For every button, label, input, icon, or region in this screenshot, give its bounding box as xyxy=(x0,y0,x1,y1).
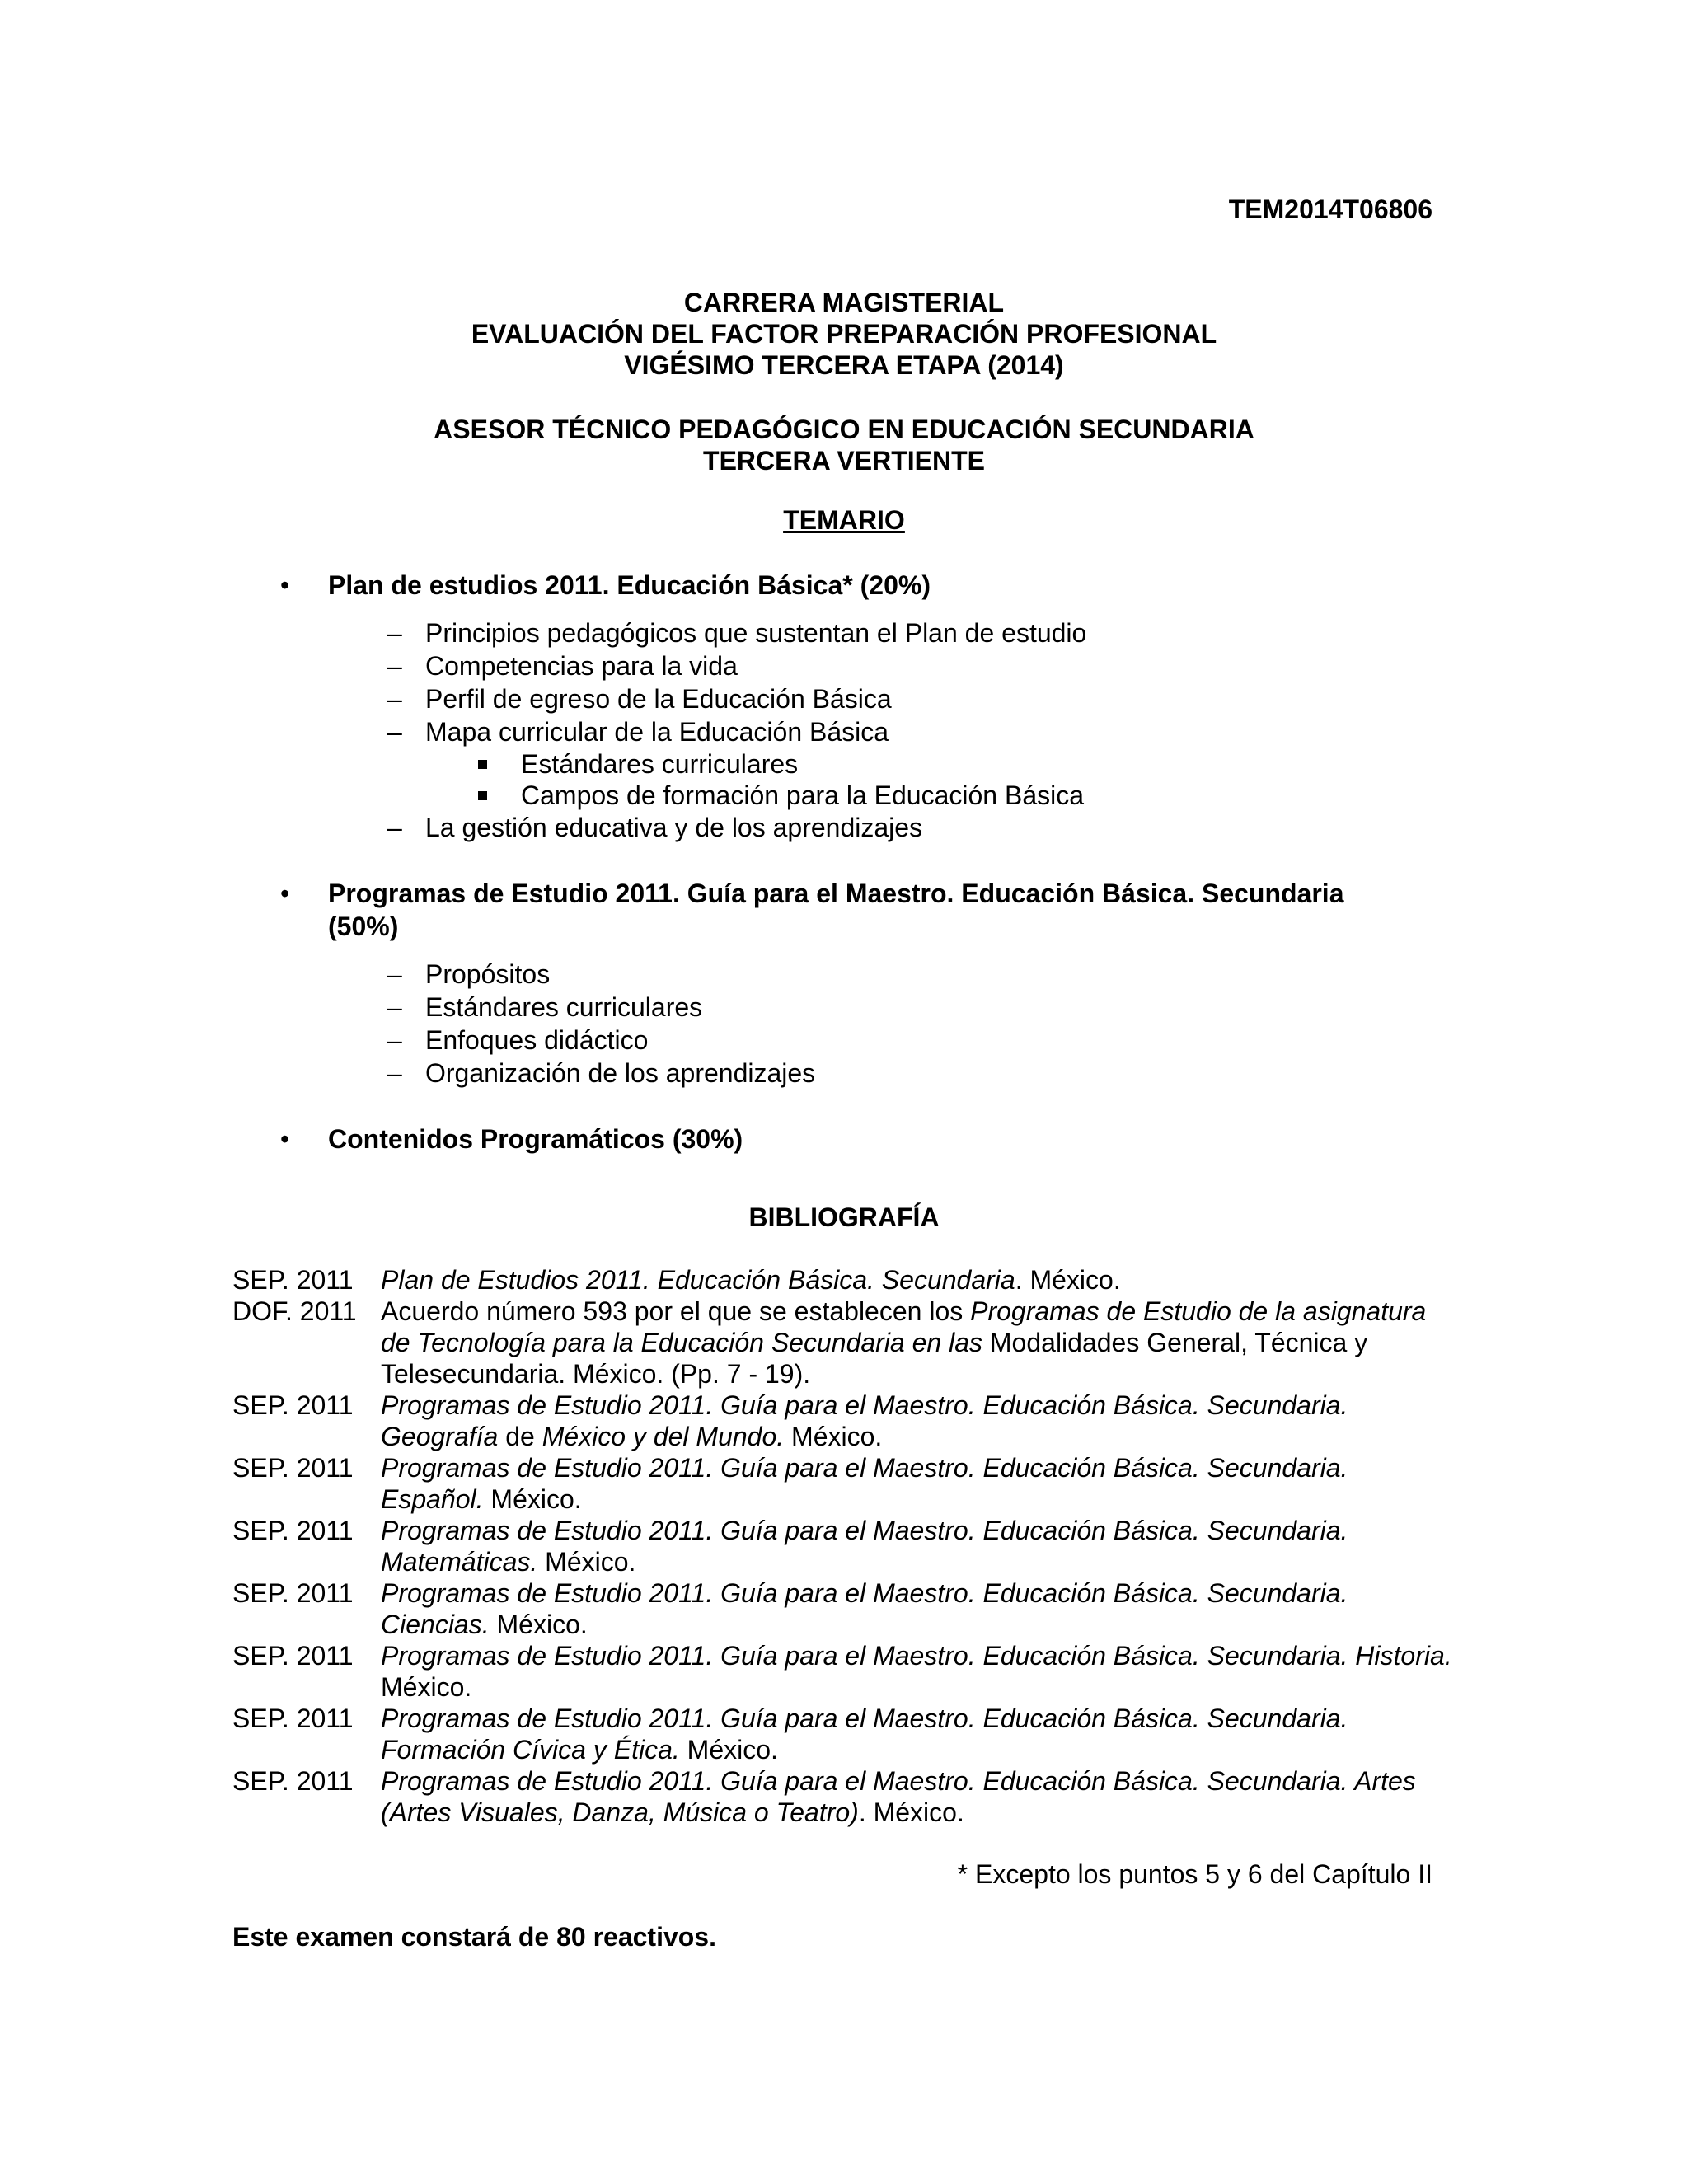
list-item-text: Estándares curriculares xyxy=(425,992,703,1022)
bibliography-tail: México. xyxy=(489,1610,588,1639)
list-item xyxy=(387,1024,1418,1057)
bibliography-title: Programas de Estudio 2011. Guía para el Maestro. Educación Básica. Secundaria. Español. xyxy=(381,1453,1348,1514)
topic-2 xyxy=(280,877,1418,1090)
list-item-text: Organización de los aprendizajes xyxy=(425,1058,816,1088)
dash-icon: – xyxy=(387,684,402,714)
bibliography-title: Programas de Estudio 2011. Guía para el Maestro. Educación Básica. Secundaria. Matemáticas. xyxy=(381,1516,1348,1577)
bibliography-text xyxy=(381,1296,1452,1390)
bibliography-entry xyxy=(232,1515,1452,1577)
list-item xyxy=(387,958,1418,991)
bibliography-entry xyxy=(232,1765,1452,1828)
topic-title: Plan de estudios 2011. Educación Básica* (20%) xyxy=(328,570,931,600)
bibliography-title: Programas de Estudio 2011. Guía para el Maestro. Educación Básica. Secundaria. Artes (Artes Visuales, Danza, Música o Teatro) xyxy=(381,1766,1416,1827)
bibliography-source: DOF. 2011 xyxy=(232,1296,357,1326)
nested-list-item xyxy=(521,780,1418,811)
bibliography-tail: . México. xyxy=(858,1797,964,1827)
bibliography-text xyxy=(381,1765,1452,1828)
bibliography-source: SEP. 2011 xyxy=(232,1453,354,1483)
bibliography-title: Plan de Estudios 2011. Educación Básica. Secundaria xyxy=(381,1265,1015,1295)
dash-icon: – xyxy=(387,992,402,1022)
square-bullet-icon xyxy=(478,791,487,800)
list-item-text: La gestión educativa y de los aprendizajes xyxy=(425,813,923,842)
bibliography-text xyxy=(381,1515,1452,1577)
bibliography-text xyxy=(381,1390,1452,1452)
bibliography-entry xyxy=(232,1452,1452,1515)
subtitle-block xyxy=(0,414,1688,476)
list-item xyxy=(387,991,1418,1024)
bibliography-text xyxy=(381,1264,1452,1296)
bibliography-source: SEP. 2011 xyxy=(232,1516,354,1545)
list-item-text: Enfoques didáctico xyxy=(425,1025,649,1055)
title-block xyxy=(0,287,1688,381)
topic-1 xyxy=(280,569,1418,844)
list-item-text: Campos de formación para la Educación Básica xyxy=(521,780,1085,810)
temario-heading xyxy=(0,504,1688,536)
dash-icon: – xyxy=(387,1025,402,1055)
list-item-text: Perfil de egreso de la Educación Básica xyxy=(425,684,892,714)
list-item xyxy=(387,616,1418,649)
dash-icon: – xyxy=(387,813,402,842)
bibliography-source: SEP. 2011 xyxy=(232,1704,354,1733)
dash-icon: – xyxy=(387,618,402,648)
bibliography-title: Programas de Estudio 2011. Guía para el Maestro. Educación Básica. Secundaria. Historia. xyxy=(381,1641,1452,1671)
list-item xyxy=(387,715,1418,748)
bullet-icon: • xyxy=(280,1124,290,1154)
list-item xyxy=(387,811,1418,844)
list-item-text: Estándares curriculares xyxy=(521,749,799,779)
title-line-1: CARRERA MAGISTERIAL xyxy=(683,288,1005,317)
dash-icon: – xyxy=(387,651,402,681)
bibliography-title: Programas de Estudio 2011. Guía para el Maestro. Educación Básica. Secundaria. Geografía xyxy=(381,1390,1348,1451)
closing-statement: Este examen constará de 80 reactivos. xyxy=(232,1922,716,1952)
list-item-text: Mapa curricular de la Educación Básica xyxy=(425,717,889,747)
list-item xyxy=(387,1057,1418,1090)
bibliography-entry xyxy=(232,1264,1452,1296)
subtitle-line-2: TERCERA VERTIENTE xyxy=(703,446,985,476)
document-code: TEM2014T06806 xyxy=(1228,194,1432,224)
list-item-text: Principios pedagógicos que sustentan el Plan de estudio xyxy=(425,618,1087,648)
bibliography-source: SEP. 2011 xyxy=(232,1641,354,1671)
topic-items xyxy=(280,958,1418,1090)
bibliography-entry xyxy=(232,1390,1452,1452)
bibliography-tail: Modalidades General, Técnica y Telesecundaria. México. (Pp. 7 - 19). xyxy=(381,1328,1368,1389)
bibliography-tail: México. xyxy=(784,1422,883,1451)
bibliography-text xyxy=(381,1640,1452,1703)
bibliography-entry xyxy=(232,1296,1452,1390)
dash-icon: – xyxy=(387,717,402,747)
bibliography-entry xyxy=(232,1577,1452,1640)
bibliography-lead: Acuerdo número 593 por el que se establecen los xyxy=(381,1296,971,1326)
bullet-icon: • xyxy=(280,879,290,908)
bibliography-tail: México. xyxy=(483,1484,582,1514)
bibliography-source: SEP. 2011 xyxy=(232,1265,354,1295)
bibliography-title: Programas de Estudio 2011. Guía para el Maestro. Educación Básica. Secundaria. Formación Cívica y Ética. xyxy=(381,1704,1348,1765)
square-bullet-icon xyxy=(478,760,487,769)
bibliography-tail: México. xyxy=(537,1547,636,1577)
dash-icon: – xyxy=(387,959,402,989)
topic-title: Contenidos Programáticos (30%) xyxy=(328,1124,743,1154)
bullet-icon: • xyxy=(280,570,290,600)
title-line-2: EVALUACIÓN DEL FACTOR PREPARACIÓN PROFESIONAL xyxy=(471,319,1217,349)
list-item-text: Propósitos xyxy=(425,959,551,989)
footnote: * Excepto los puntos 5 y 6 del Capítulo II xyxy=(957,1859,1432,1889)
temario-heading-text: TEMARIO xyxy=(783,505,905,535)
bibliography-text xyxy=(381,1703,1452,1765)
bibliography-tail: . México. xyxy=(1015,1265,1121,1295)
bibliography-mid: de xyxy=(498,1422,542,1451)
topic-items xyxy=(280,616,1418,844)
bibliography-title: Programas de Estudio 2011. Guía para el Maestro. Educación Básica. Secundaria. Ciencias. xyxy=(381,1578,1348,1639)
list-item xyxy=(387,682,1418,715)
bibliography-entry xyxy=(232,1703,1452,1765)
topic-3 xyxy=(280,1122,1418,1155)
dash-icon: – xyxy=(387,1058,402,1088)
title-line-3: VIGÉSIMO TERCERA ETAPA (2014) xyxy=(624,350,1064,380)
topic-title: Programas de Estudio 2011. Guía para el Maestro. Educación Básica. Secundaria (50%) xyxy=(328,879,1344,941)
bibliography-list xyxy=(232,1264,1452,1828)
subtitle-line-1: ASESOR TÉCNICO PEDAGÓGICO EN EDUCACIÓN SECUNDARIA xyxy=(434,415,1254,444)
bibliography-source: SEP. 2011 xyxy=(232,1578,354,1608)
bibliography-title-2: México y del Mundo. xyxy=(542,1422,785,1451)
bibliography-tail: México. xyxy=(679,1735,778,1765)
list-item-text: Competencias para la vida xyxy=(425,651,738,681)
bibliography-tail: México. xyxy=(381,1672,472,1702)
bibliography-heading: BIBLIOGRAFÍA xyxy=(748,1202,940,1232)
nested-list-item xyxy=(521,748,1418,780)
list-item xyxy=(387,649,1418,682)
bibliography-text xyxy=(381,1577,1452,1640)
bibliography-entry xyxy=(232,1640,1452,1703)
bibliography-title: Programas de Estudio de la asignatura de Tecnología para la Educación Secundaria en las xyxy=(381,1296,1427,1357)
bibliography-source: SEP. 2011 xyxy=(232,1766,354,1796)
bibliography-source: SEP. 2011 xyxy=(232,1390,354,1420)
bibliography-text xyxy=(381,1452,1452,1515)
